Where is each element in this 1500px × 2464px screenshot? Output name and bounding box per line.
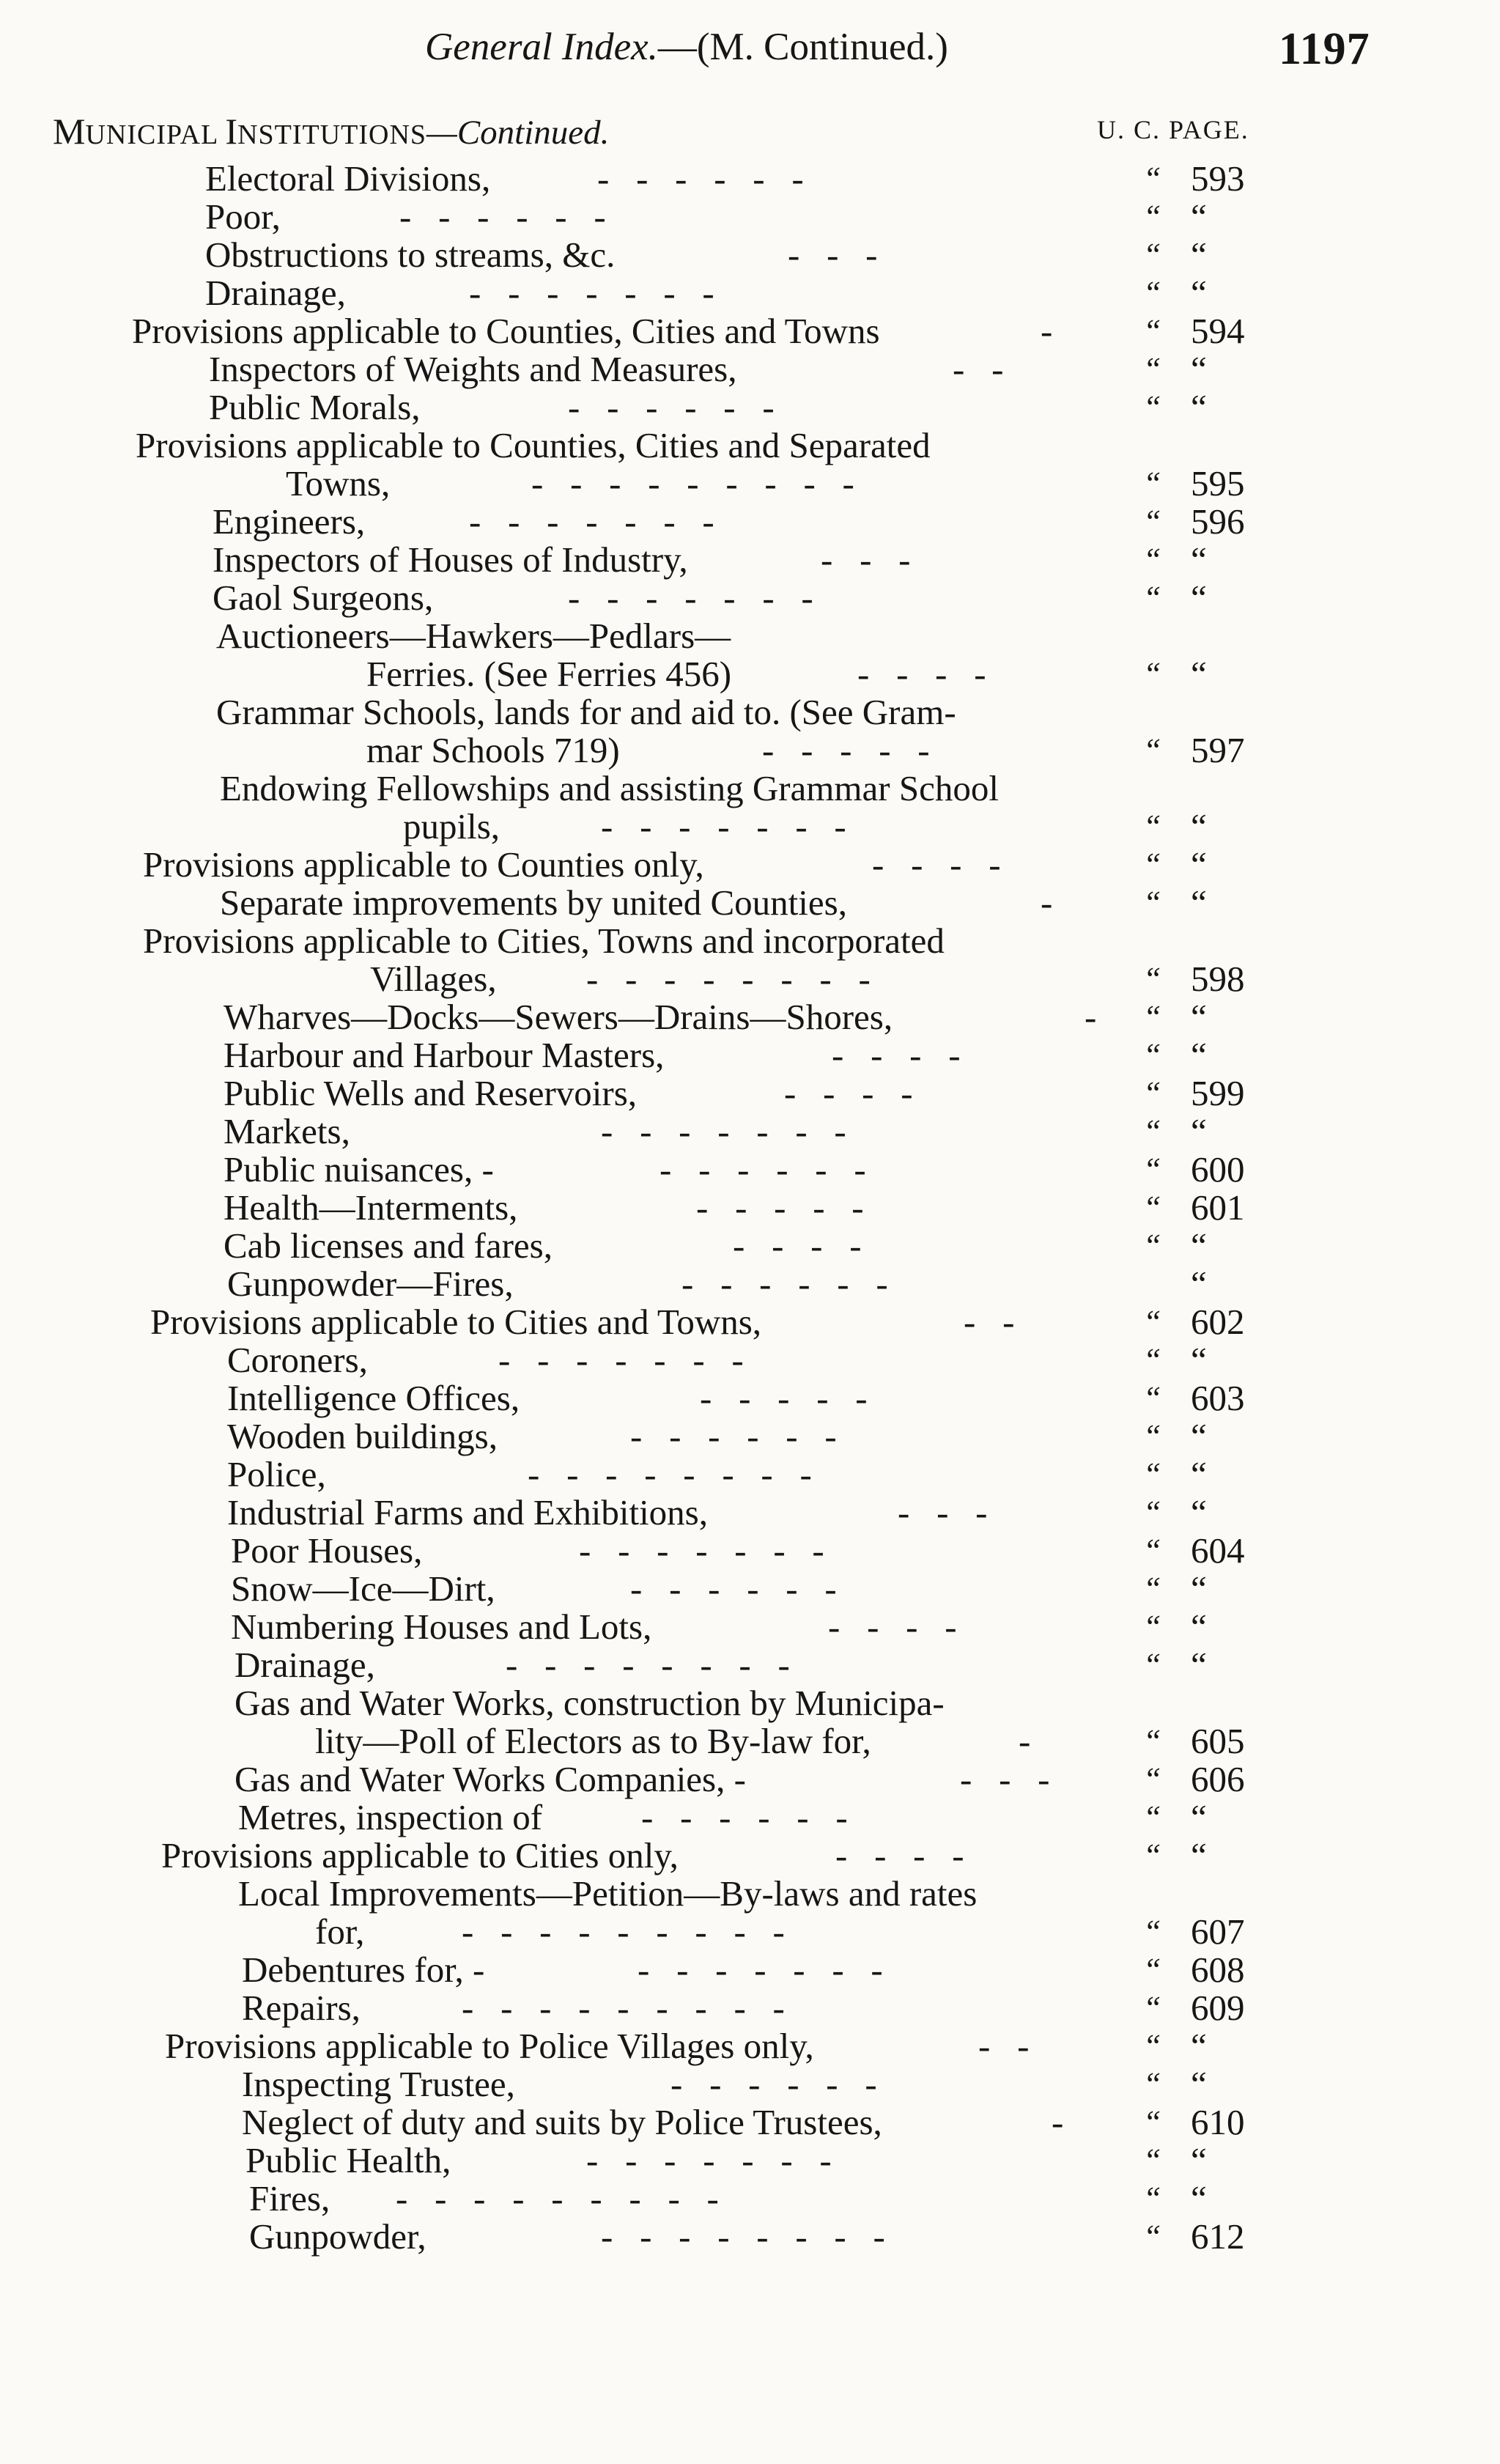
index-entry <box>0 2065 1500 2103</box>
entry-text: Gunpowder, <box>249 2216 426 2257</box>
entry-uc-ditto: “ <box>1143 2218 1161 2254</box>
dot-leader: - - - - <box>784 1073 913 1113</box>
dot-leader: - - - - - - - <box>638 1950 883 1990</box>
entry-text: Villages, <box>370 959 497 999</box>
index-entry <box>0 541 1500 579</box>
entry-page: “ <box>1191 273 1207 313</box>
entry-uc-ditto: “ <box>1143 846 1161 882</box>
index-entry <box>0 274 1500 312</box>
dot-leader: - <box>1052 2102 1064 2142</box>
entry-page: “ <box>1191 1568 1207 1609</box>
entry-page: “ <box>1191 1645 1207 1685</box>
entry-page: “ <box>1191 2026 1207 2066</box>
entry-page: “ <box>1191 387 1207 427</box>
entry-text: Public nuisances, - <box>223 1149 494 1189</box>
index-entry <box>0 1113 1500 1151</box>
index-entry <box>0 731 1500 770</box>
dot-leader: - - - - - - - <box>568 578 813 618</box>
dot-leader: - - - - - - <box>399 196 606 237</box>
entry-uc-ditto: “ <box>1143 1380 1161 1416</box>
entry-text: Repairs, <box>242 1988 361 2028</box>
index-entry <box>0 1074 1500 1113</box>
dot-leader: - - - - - <box>762 730 930 770</box>
entry-uc-ditto: “ <box>1143 1151 1161 1187</box>
entry-uc-ditto: “ <box>1143 1571 1161 1607</box>
entry-text: Provisions applicable to Police Villages only, <box>165 2026 814 2066</box>
entry-uc-ditto: “ <box>1143 1952 1161 1988</box>
index-entry <box>0 1570 1500 1608</box>
index-entry <box>0 1760 1500 1799</box>
dot-leader: - - - - - - - <box>469 501 714 542</box>
entry-uc-ditto: “ <box>1143 1075 1161 1111</box>
index-entry <box>0 1379 1500 1417</box>
page-title-rest: —(M. Continued.) <box>657 26 948 68</box>
entry-text: Gas and Water Works Companies, - <box>234 1759 746 1799</box>
entry-page: “ <box>1191 539 1207 580</box>
dot-leader: - - - - - - <box>630 1568 837 1609</box>
page-title-italic: General Index. <box>425 26 658 68</box>
index-entry <box>0 1532 1500 1570</box>
entry-uc-ditto: “ <box>1143 2066 1161 2102</box>
index-entry <box>0 350 1500 388</box>
entry-text: Harbour and Harbour Masters, <box>223 1035 665 1075</box>
index-entry <box>0 1494 1500 1532</box>
entry-page: “ <box>1191 1416 1207 1456</box>
index-entry <box>0 2103 1500 2142</box>
entry-page: 612 <box>1191 2216 1245 2257</box>
entry-text: Provisions applicable to Cities, Towns and incorporated <box>143 921 945 961</box>
entry-uc-ditto: “ <box>1143 808 1161 844</box>
index-entry <box>0 1151 1500 1189</box>
entry-uc-ditto: “ <box>1143 389 1161 425</box>
entry-uc-ditto: “ <box>1143 1456 1161 1492</box>
entry-text: Provisions applicable to Counties, Cities and Separated <box>136 425 931 465</box>
index-entry <box>0 579 1500 617</box>
entry-uc-ditto: “ <box>1143 656 1161 692</box>
entry-text: Grammar Schools, lands for and aid to. (See Gram- <box>216 692 956 732</box>
section-title-initial-2: I <box>225 111 238 152</box>
entry-page: “ <box>1191 1111 1207 1151</box>
entry-page: 609 <box>1191 1988 1245 2028</box>
index-entry <box>0 770 1500 808</box>
entry-text: Fires, <box>249 2178 330 2218</box>
index-entry <box>0 465 1500 503</box>
index-entry <box>0 655 1500 693</box>
entry-text: Metres, inspection of <box>238 1797 543 1837</box>
entry-page: “ <box>1191 1264 1207 1304</box>
entry-text: Gaol Surgeons, <box>213 578 434 618</box>
entry-text: Inspecting Trustee, <box>242 2064 515 2104</box>
entry-text: Intelligence Offices, <box>227 1378 520 1418</box>
entry-uc-ditto: “ <box>1143 313 1161 349</box>
entry-page: “ <box>1191 1035 1207 1075</box>
index-entry <box>0 1036 1500 1074</box>
entry-uc-ditto: “ <box>1143 1799 1161 1835</box>
entry-text: Gunpowder—Fires, <box>227 1264 514 1304</box>
entry-text: Separate improvements by united Counties, <box>220 882 847 923</box>
entry-text: Gas and Water Works, construction by Municipa- <box>234 1683 945 1723</box>
entry-uc-ditto: “ <box>1143 2104 1161 2140</box>
dot-leader: - - <box>953 349 1004 389</box>
entry-page: 601 <box>1191 1187 1245 1228</box>
entry-uc-ditto: “ <box>1143 1914 1161 1950</box>
index-entry <box>0 960 1500 998</box>
dot-leader: - - <box>964 1302 1015 1342</box>
entry-uc-ditto: “ <box>1143 1761 1161 1797</box>
entry-text: Wharves—Docks—Sewers—Drains—Shores, <box>223 997 893 1037</box>
index-entry <box>0 1684 1500 1722</box>
entry-text: Snow—Ice—Dirt, <box>231 1568 495 1609</box>
entry-uc-ditto: “ <box>1143 580 1161 616</box>
entry-text: mar Schools 719) <box>366 730 620 770</box>
entry-uc-ditto: “ <box>1143 1228 1161 1264</box>
entry-text: Provisions applicable to Counties, Cities and Towns <box>132 311 880 351</box>
dot-leader: - - - - - - - - - <box>531 463 854 504</box>
dot-leader: - - - <box>821 539 911 580</box>
entry-uc-ditto: “ <box>1143 1418 1161 1454</box>
entry-page: “ <box>1191 1225 1207 1266</box>
entry-text: Police, <box>227 1454 326 1494</box>
index-entry <box>0 1989 1500 2027</box>
entry-page: “ <box>1191 235 1207 275</box>
entry-page: “ <box>1191 997 1207 1037</box>
dot-leader: - <box>1085 997 1097 1037</box>
dot-leader: - <box>1041 311 1053 351</box>
dot-leader: - - - - <box>832 1035 961 1075</box>
entry-uc-ditto: “ <box>1143 2180 1161 2216</box>
entry-text: Local Improvements—Petition—By-laws and rates <box>238 1873 978 1914</box>
entry-text: Drainage, <box>234 1645 375 1685</box>
entry-text: Provisions applicable to Cities and Towns, <box>150 1302 762 1342</box>
entry-uc-ditto: “ <box>1143 504 1161 539</box>
entry-page: 597 <box>1191 730 1245 770</box>
entry-text: Debentures for, - <box>242 1950 485 1990</box>
dot-leader: - <box>1041 882 1053 923</box>
section-title-part-1: UNICIPAL <box>85 119 226 150</box>
page-number: 1197 <box>1279 24 1370 74</box>
dot-leader: - - - - - - <box>597 158 804 199</box>
entry-uc-ditto: “ <box>1143 1990 1161 2026</box>
entry-text: Markets, <box>223 1111 350 1151</box>
dot-leader: - - - - - - <box>630 1416 837 1456</box>
entry-page: “ <box>1191 578 1207 618</box>
index-entry <box>0 693 1500 731</box>
entry-text: Coroners, <box>227 1340 368 1380</box>
index-entry <box>0 388 1500 427</box>
index-entry <box>0 2218 1500 2256</box>
index-entry <box>0 427 1500 465</box>
entry-text: Inspectors of Houses of Industry, <box>213 539 688 580</box>
entry-uc-ditto: “ <box>1143 885 1161 921</box>
index-entry <box>0 808 1500 846</box>
dot-leader: - - - <box>960 1759 1050 1799</box>
index-entry <box>0 1722 1500 1760</box>
entry-text: Numbering Houses and Lots, <box>231 1607 652 1647</box>
dot-leader: - - - - - - - <box>469 273 714 313</box>
dot-leader: - - - - - - - <box>498 1340 744 1380</box>
index-entry <box>0 198 1500 236</box>
entry-text: Poor Houses, <box>231 1530 423 1571</box>
index-entry <box>0 1189 1500 1227</box>
dot-leader: - - - - <box>857 654 986 694</box>
index-entry <box>0 1227 1500 1265</box>
dot-leader: - - - - - <box>700 1378 868 1418</box>
entry-uc-ditto: “ <box>1143 351 1161 387</box>
dot-leader: - - - - <box>733 1225 862 1266</box>
index-entry <box>0 1417 1500 1456</box>
index-entry <box>0 1608 1500 1646</box>
entry-uc-ditto: “ <box>1143 1723 1161 1759</box>
entry-text: Towns, <box>286 463 391 504</box>
index-entry <box>0 2142 1500 2180</box>
entry-page: 596 <box>1191 501 1245 542</box>
section-title-suffix: —Continued. <box>426 114 610 152</box>
entry-text: Provisions applicable to Counties only, <box>143 844 704 885</box>
entry-text: Neglect of duty and suits by Police Trustees, <box>242 2102 882 2142</box>
entry-text: Inspectors of Weights and Measures, <box>209 349 737 389</box>
entry-uc-ditto: “ <box>1143 237 1161 273</box>
entry-page: “ <box>1191 1835 1207 1875</box>
entry-page: 594 <box>1191 311 1245 351</box>
dot-leader: - - - - - - <box>681 1264 888 1304</box>
dot-leader: - - - - - - - - <box>506 1645 790 1685</box>
column-header: U. C. PAGE. <box>1097 115 1249 144</box>
entry-page: 600 <box>1191 1149 1245 1189</box>
entry-text: Industrial Farms and Exhibitions, <box>227 1492 708 1532</box>
entry-text: pupils, <box>403 806 500 846</box>
dot-leader: - - - - - - - <box>586 2140 832 2180</box>
entry-page: 602 <box>1191 1302 1245 1342</box>
entry-page: “ <box>1191 654 1207 694</box>
entry-uc-ditto: “ <box>1143 1532 1161 1568</box>
index-entry <box>0 1799 1500 1837</box>
entry-page: “ <box>1191 806 1207 846</box>
dot-leader: - - - - - <box>696 1187 864 1228</box>
dot-leader: - - - - - - <box>568 387 775 427</box>
entry-uc-ditto: “ <box>1143 2028 1161 2064</box>
index-entry <box>0 1341 1500 1379</box>
index-entry <box>0 617 1500 655</box>
index-entry <box>0 1456 1500 1494</box>
entry-text: Public Health, <box>245 2140 451 2180</box>
entry-text: lity—Poll of Electors as to By-law for, <box>315 1721 871 1761</box>
dot-leader: - - - - - - - <box>601 806 846 846</box>
entry-page: 598 <box>1191 959 1245 999</box>
entry-uc-ditto: “ <box>1143 1304 1161 1340</box>
dot-leader: - - - - - - <box>670 2064 877 2104</box>
entry-page: “ <box>1191 2178 1207 2218</box>
entry-page: “ <box>1191 2140 1207 2180</box>
index-entry <box>0 2180 1500 2218</box>
index-entry <box>0 884 1500 922</box>
entry-text: Engineers, <box>213 501 366 542</box>
entry-page: “ <box>1191 844 1207 885</box>
entry-page: “ <box>1191 1607 1207 1647</box>
dot-leader: - - - - - - - - <box>528 1454 812 1494</box>
entry-page: “ <box>1191 1340 1207 1380</box>
entry-text: Public Morals, <box>209 387 421 427</box>
entry-uc-ditto: “ <box>1143 999 1161 1035</box>
entry-text: for, <box>315 1911 365 1952</box>
index-entry <box>0 236 1500 274</box>
entry-page: “ <box>1191 882 1207 923</box>
entry-page: 593 <box>1191 158 1245 199</box>
index-entry <box>0 1265 1500 1303</box>
index-entry <box>0 846 1500 884</box>
entry-page: “ <box>1191 2064 1207 2104</box>
entry-page: 608 <box>1191 1950 1245 1990</box>
entry-uc-ditto: “ <box>1143 732 1161 768</box>
index-entry <box>0 1951 1500 1989</box>
dot-leader: - - - - - - <box>641 1797 848 1837</box>
dot-leader: - - - <box>898 1492 988 1532</box>
entry-uc-ditto: “ <box>1143 1494 1161 1530</box>
entry-text: Endowing Fellowships and assisting Grammar School <box>220 768 999 808</box>
index-entry <box>0 312 1500 350</box>
entry-uc-ditto: “ <box>1143 275 1161 311</box>
dot-leader: - - - - - - - - <box>601 2216 885 2257</box>
entry-page: “ <box>1191 1454 1207 1494</box>
entry-text: Wooden buildings, <box>227 1416 498 1456</box>
dot-leader: - - - - - - - <box>601 1111 846 1151</box>
dot-leader: - - - - - - - - - <box>462 1911 785 1952</box>
dot-leader: - - - - <box>835 1835 964 1875</box>
entry-text: Auctioneers—Hawkers—Pedlars— <box>216 616 731 656</box>
entry-text: Poor, <box>205 196 281 237</box>
dot-leader: - - - <box>788 235 878 275</box>
entry-uc-ditto: “ <box>1143 199 1161 235</box>
entry-uc-ditto: “ <box>1143 1647 1161 1683</box>
index-entry <box>0 1646 1500 1684</box>
dot-leader: - - - - - - <box>660 1149 866 1189</box>
entry-uc-ditto: “ <box>1143 1037 1161 1073</box>
entry-page: “ <box>1191 1492 1207 1532</box>
index-entry <box>0 1913 1500 1951</box>
entry-page: “ <box>1191 196 1207 237</box>
entry-text: Drainage, <box>205 273 346 313</box>
dot-leader: - - <box>978 2026 1030 2066</box>
entry-page: “ <box>1191 1797 1207 1837</box>
index-entry <box>0 160 1500 198</box>
entry-page: 595 <box>1191 463 1245 504</box>
entry-text: Cab licenses and fares, <box>223 1225 553 1266</box>
index-entry <box>0 503 1500 541</box>
entry-uc-ditto: “ <box>1143 961 1161 997</box>
entry-uc-ditto: “ <box>1143 1113 1161 1149</box>
entry-uc-ditto: “ <box>1143 1342 1161 1378</box>
entry-uc-ditto: “ <box>1143 542 1161 578</box>
index-entry <box>0 922 1500 960</box>
entry-uc-ditto: “ <box>1143 1837 1161 1873</box>
section-title-part-2: NSTITUTIONS <box>237 119 427 150</box>
entry-text: Public Wells and Reservoirs, <box>223 1073 638 1113</box>
entry-text: Electoral Divisions, <box>205 158 491 199</box>
index-entry <box>0 1303 1500 1341</box>
entry-uc-ditto: “ <box>1143 1609 1161 1645</box>
dot-leader: - - - - <box>872 844 1001 885</box>
entry-uc-ditto: “ <box>1143 161 1161 196</box>
entry-page: 605 <box>1191 1721 1245 1761</box>
entry-page: 610 <box>1191 2102 1245 2142</box>
dot-leader: - - - - - - - <box>579 1530 824 1571</box>
index-entry <box>0 1837 1500 1875</box>
index-entry <box>0 1875 1500 1913</box>
entry-text: Health—Interments, <box>223 1187 518 1228</box>
entry-page: 606 <box>1191 1759 1245 1799</box>
entry-page: 604 <box>1191 1530 1245 1571</box>
entry-text: Obstructions to streams, &c. <box>205 235 616 275</box>
entry-uc-ditto: “ <box>1143 2142 1161 2178</box>
entry-page: 607 <box>1191 1911 1245 1952</box>
entry-page: 603 <box>1191 1378 1245 1418</box>
entry-uc-ditto: “ <box>1143 1189 1161 1225</box>
dot-leader: - - - - - - - - <box>586 959 871 999</box>
entry-uc-ditto: “ <box>1143 465 1161 501</box>
index-entry <box>0 2027 1500 2065</box>
section-title-initial-1: M <box>53 111 86 152</box>
entry-text: Ferries. (See Ferries 456) <box>366 654 732 694</box>
dot-leader: - - - - <box>828 1607 957 1647</box>
dot-leader: - - - - - - - - - <box>396 2178 719 2218</box>
dot-leader: - <box>1019 1721 1031 1761</box>
entry-page: 599 <box>1191 1073 1245 1113</box>
dot-leader: - - - - - - - - - <box>462 1988 785 2028</box>
entry-page: “ <box>1191 349 1207 389</box>
entry-text: Provisions applicable to Cities only, <box>161 1835 679 1875</box>
index-entry <box>0 998 1500 1036</box>
